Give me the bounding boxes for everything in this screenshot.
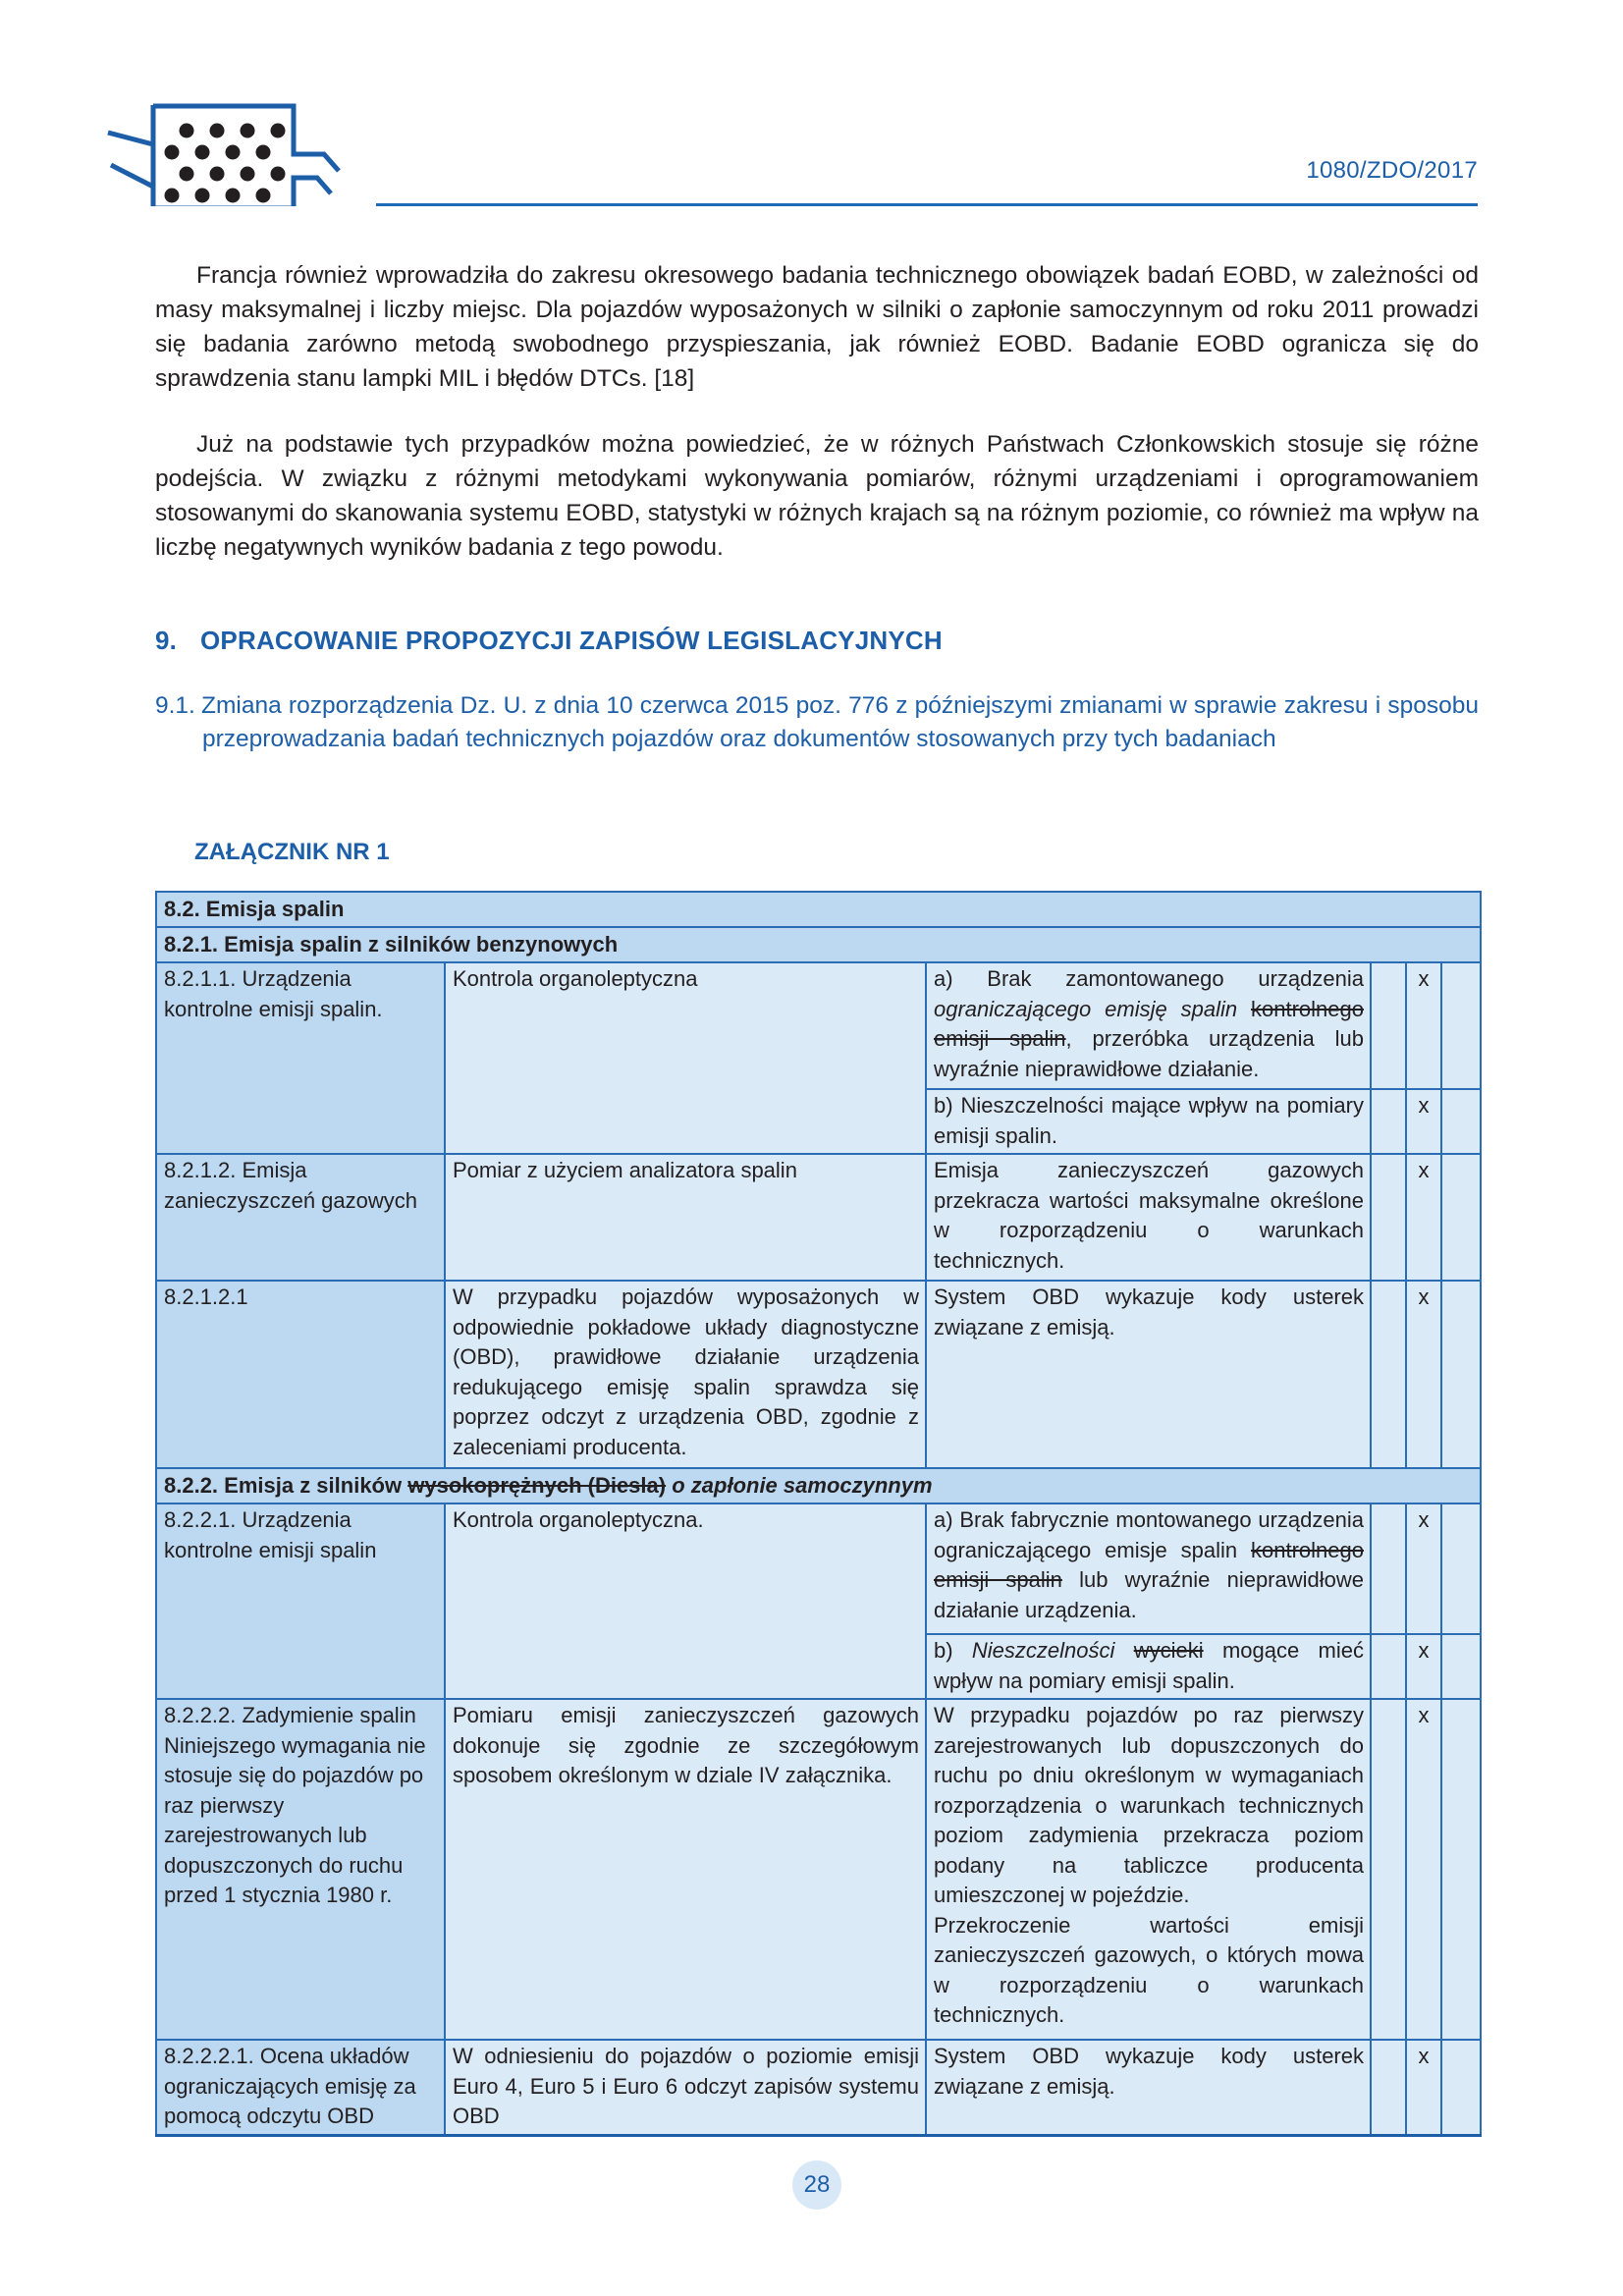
dangerous-defect-cell xyxy=(1441,1503,1481,1634)
subsection-title: Zmiana rozporządzenia Dz. U. z dnia 10 czerwca 2015 poz. 776 z późniejszymi zmianami w sprawie zakresu i sposobu przeprowadzania badań technicznych pojazdów oraz dokumentów stosowanych przy tych badaniach xyxy=(201,692,1479,752)
paragraph-member-states xyxy=(155,427,1479,565)
major-defect-mark: x xyxy=(1406,1089,1441,1154)
dangerous-defect-cell xyxy=(1441,962,1481,1089)
dangerous-defect-cell xyxy=(1441,1281,1481,1468)
method-cell: Pomiar z użyciem analizatora spalin xyxy=(445,1154,926,1281)
dangerous-defect-cell xyxy=(1441,1634,1481,1699)
major-defect-mark: x xyxy=(1406,1154,1441,1281)
emission-requirements-table xyxy=(155,891,1482,2137)
annex-title: ZAŁĄCZNIK NR 1 xyxy=(194,839,390,865)
method-cell: W przypadku pojazdów wyposażonych w odpowiednie pokładowe układy diagnostyczne (OBD), prawidłowe działanie urządzenia redukującego emisję spalin sprawdza się poprzez odczyt z urządzenia OBD, zgodnie z zaleceniami producenta. xyxy=(445,1281,926,1468)
page-number: 28 xyxy=(792,2160,841,2210)
defect-cell: Emisja zanieczyszczeń gazowych przekracza wartości maksymalne określone w rozporządzeniu o warunkach technicznych. xyxy=(926,1154,1371,1281)
paragraph-france xyxy=(155,258,1479,396)
minor-defect-cell xyxy=(1371,1699,1406,2040)
defect-cell: System OBD wykazuje kody usterek związane z emisją. xyxy=(926,1281,1371,1468)
minor-defect-cell xyxy=(1371,1503,1406,1634)
defect-cell: b) Nieszczelności wycieki mogące mieć wpływ na pomiary emisji spalin. xyxy=(926,1634,1371,1699)
document-id: 1080/ZDO/2017 xyxy=(1306,157,1478,184)
table-row xyxy=(156,2040,1481,2135)
table-row xyxy=(156,1503,1481,1634)
item-cell: 8.2.1.1. Urządzenia kontrolne emisji spalin. xyxy=(156,962,445,1154)
deleted-text: kontrolnego emisji spalin xyxy=(934,1537,1364,1592)
subsection-number: 9.1. xyxy=(155,692,195,719)
table-row xyxy=(156,1154,1481,1281)
subsection-heading xyxy=(155,689,1479,756)
minor-defect-cell xyxy=(1371,2040,1406,2135)
major-defect-mark: x xyxy=(1406,1503,1441,1634)
major-defect-mark: x xyxy=(1406,1699,1441,2040)
minor-defect-cell xyxy=(1371,962,1406,1089)
method-cell: Pomiaru emisji zanieczyszczeń gazowych dokonuje się zgodnie ze szczegółowym sposobem określonym w dziale IV załącznika. xyxy=(445,1699,926,2040)
table-row xyxy=(156,962,1481,1089)
section-title: OPRACOWANIE PROPOZYCJI ZAPISÓW LEGISLACYJNYCH xyxy=(200,626,943,655)
major-defect-mark: x xyxy=(1406,1281,1441,1468)
defect-cell: System OBD wykazuje kody usterek związane z emisją. xyxy=(926,2040,1371,2135)
inserted-text: ograniczającego emisję spalin xyxy=(934,996,1238,1021)
dangerous-defect-cell xyxy=(1441,1089,1481,1154)
dangerous-defect-cell xyxy=(1441,1699,1481,2040)
header-8-2-2: 8.2.2. Emisja z silników wysokoprężnych (Diesla) o zapłonie samoczynnym xyxy=(156,1468,1481,1503)
method-cell: Kontrola organoleptyczna xyxy=(445,962,926,1154)
item-cell: 8.2.1.2.1 xyxy=(156,1281,445,1468)
paragraph-text: Francja również wprowadziła do zakresu okresowego badania technicznego obowiązek badań EOBD, w zależności od masy maksymalnej i liczby miejsc. Dla pojazdów wyposażonych w silniki o zapłonie samoczynnym od roku 2011 prowadzi się badania zarówno metodą swobodnego przyspieszania, jak również EOBD. Badanie EOBD ogranicza się do sprawdzenia stanu lampki MIL i błędów DTCs. [18] xyxy=(155,262,1479,392)
section-heading xyxy=(155,626,943,656)
table-row xyxy=(156,1699,1481,2040)
defect-cell: a) Brak zamontowanego urządzenia ograniczającego emisję spalin kontrolnego emisji spalin, przeróbka urządzenia lub wyraźnie nieprawidłowe działanie. xyxy=(926,962,1371,1089)
defect-cell: a) Brak fabrycznie montowanego urządzenia ograniczającego emisje spalin kontrolnego emisji spalin lub wyraźnie nieprawidłowe działanie urządzenia. xyxy=(926,1503,1371,1634)
exhaust-filter-logo-icon xyxy=(103,98,349,206)
major-defect-mark: x xyxy=(1406,962,1441,1089)
table-header-row xyxy=(156,1468,1481,1503)
minor-defect-cell xyxy=(1371,1154,1406,1281)
dangerous-defect-cell xyxy=(1441,2040,1481,2135)
table-row xyxy=(156,1281,1481,1468)
table-header-row xyxy=(156,927,1481,962)
item-cell: 8.2.1.2. Emisja zanieczyszczeń gazowych xyxy=(156,1154,445,1281)
section-number: 9. xyxy=(155,626,178,655)
paragraph-text: Już na podstawie tych przypadków można powiedzieć, że w różnych Państwach Członkowskich stosuje się różne podejścia. W związku z różnymi metodykami wykonywania pomiarów, różnymi urządzeniami i oprogramowaniem stosowanymi do skanowania systemu EOBD, statystyki w różnych krajach są na różnym poziomie, co również ma wpływ na liczbę negatywnych wyników badania z tego powodu. xyxy=(155,431,1479,561)
method-cell: Kontrola organoleptyczna. xyxy=(445,1503,926,1699)
method-cell: W odniesieniu do pojazdów o poziomie emisji Euro 4, Euro 5 i Euro 6 odczyt zapisów systemu OBD xyxy=(445,2040,926,2135)
inserted-text: Nieszczelności xyxy=(971,1638,1115,1663)
header-8-2: 8.2. Emisja spalin xyxy=(156,892,1481,927)
major-defect-mark: x xyxy=(1406,1634,1441,1699)
dangerous-defect-cell xyxy=(1441,1154,1481,1281)
defect-cell: W przypadku pojazdów po raz pierwszy zarejestrowanych lub dopuszczonych do ruchu po dniu określonym w wymaganiach rozporządzenia o warunkach technicznych poziom zadymienia przekracza poziom podany na tabliczce producenta umieszczonej w pojeździe. Przekroczenie wartości emisji zanieczyszczeń gazowych, o których mowa w rozporządzeniu o warunkach technicznych. xyxy=(926,1699,1371,2040)
minor-defect-cell xyxy=(1371,1089,1406,1154)
deleted-text: wysokoprężnych (Diesla) xyxy=(407,1473,667,1498)
header-8-2-1: 8.2.1. Emisja spalin z silników benzynowych xyxy=(156,927,1481,962)
minor-defect-cell xyxy=(1371,1634,1406,1699)
defect-cell: b) Nieszczelności mające wpływ na pomiary emisji spalin. xyxy=(926,1089,1371,1154)
item-cell: 8.2.2.2.1. Ocena układów ograniczających emisję za pomocą odczytu OBD xyxy=(156,2040,445,2135)
minor-defect-cell xyxy=(1371,1281,1406,1468)
inserted-text: o zapłonie samoczynnym xyxy=(672,1473,933,1498)
table-header-row xyxy=(156,892,1481,927)
deleted-text: kontrolnego emisji spalin xyxy=(934,996,1364,1051)
header-divider xyxy=(376,203,1478,206)
major-defect-mark: x xyxy=(1406,2040,1441,2135)
item-cell: 8.2.2.1. Urządzenia kontrolne emisji spalin xyxy=(156,1503,445,1699)
deleted-text: wycieki xyxy=(1133,1638,1204,1663)
item-cell: 8.2.2.2. Zadymienie spalin Niniejszego wymagania nie stosuje się do pojazdów po raz pierwszy zarejestrowanych lub dopuszczonych do ruchu przed 1 stycznia 1980 r. xyxy=(156,1699,445,2040)
